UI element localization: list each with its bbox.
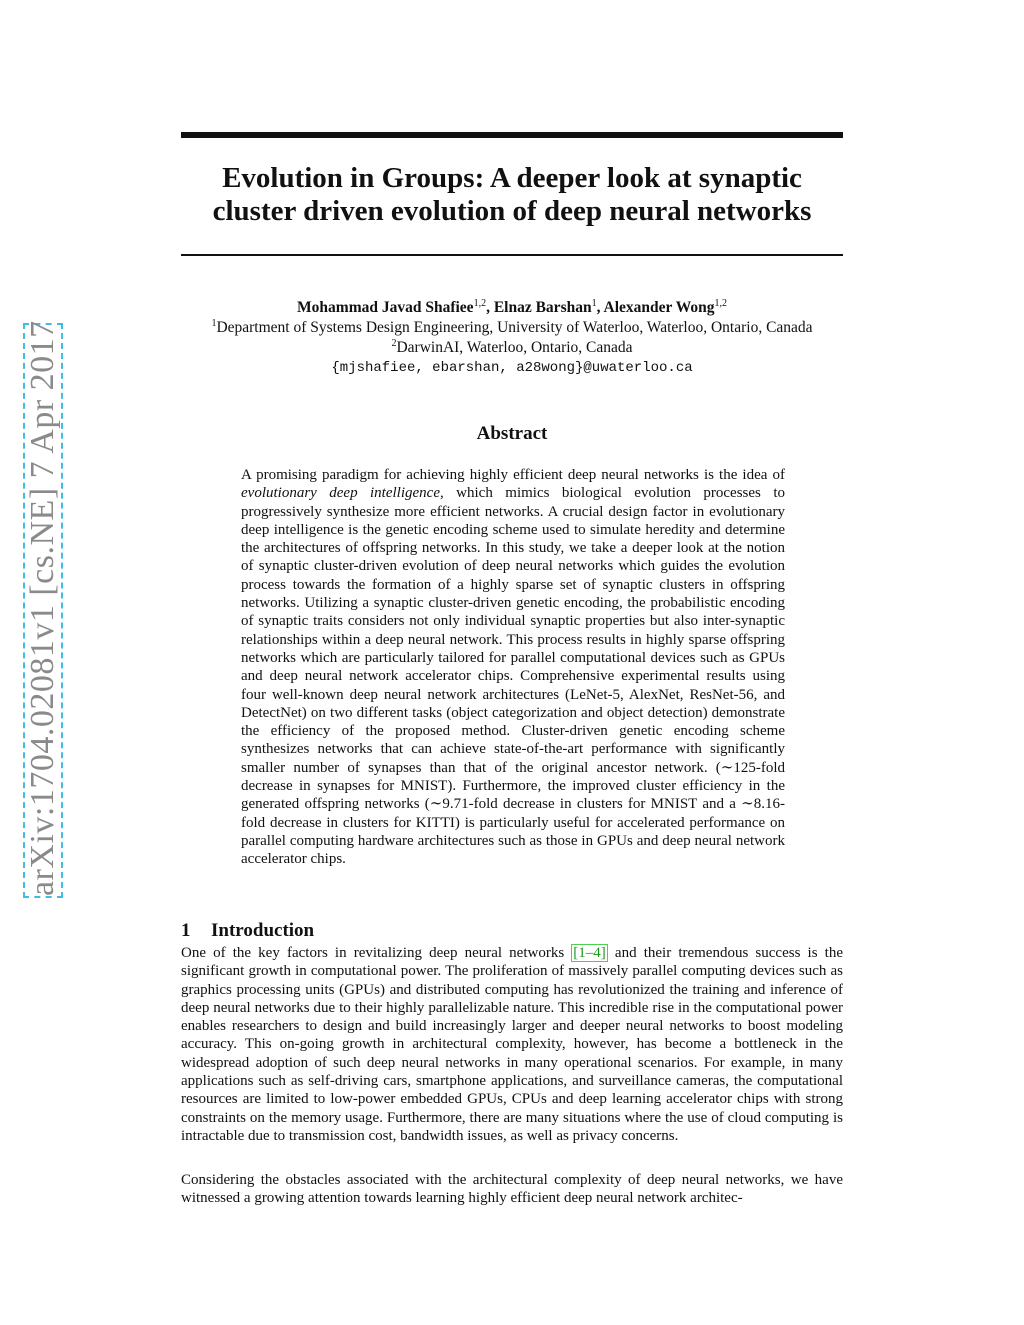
abstract-text-start: A promising paradigm for achieving highly efficient deep neural networks is the idea of <box>241 467 785 483</box>
affiliation-text: DarwinAI, Waterloo, Ontario, Canada <box>396 339 633 356</box>
abstract-text-rest: , which mimics biological evolution processes to progressively synthesize more efficient networks. A crucial design factor in evolutionary deep intelligence is the genetic encoding scheme used to simulate heredity and determine the architectures of offspring networks. In this study, we take a deeper look at the notion of synaptic cluster-driven evolution of deep neural networks which guides the evolution process towards the formation of a highly sparse set of synaptic clusters in offspring networks. Utilizing a synaptic cluster-driven genetic encoding, the probabilistic encoding of synaptic traits considers not only individual synaptic properties but also inter-synaptic relationships within a deep neural network. This process results in highly sparse offspring networks which are particularly tailored for parallel computational devices such as GPUs and deep neural network accelerator chips. Comprehensive experimental results using four well-known deep neural network architectures (LeNet-5, AlexNet, ResNet-56, and DetectNet) on two different tasks (object categorization and object detection) demonstrate the efficiency of the proposed method. Cluster-driven genetic encoding scheme synthesizes networks that can achieve state-of-the-art performance with significantly smaller number of synapses than that of the original ancestor network. (∼125-fold decrease in synapses for MNIST). Furthermore, the improved cluster efficiency in the generated offspring networks (∼9.71-fold decrease in clusters for MNIST and a ∼8.16-fold decrease in clusters for KITTI) is particularly useful for accelerated performance on parallel computing hardware architectures such as those in GPUs and deep neural network accelerator chips. <box>241 485 785 868</box>
paper-title <box>181 162 843 228</box>
title-bottom-rule <box>181 254 843 256</box>
affiliation-text: Department of Systems Design Engineering, University of Waterloo, Waterloo, Ontario, Canada <box>216 319 813 336</box>
author-name: Alexander Wong <box>603 299 715 316</box>
abstract-emphasis: evolutionary deep intelligence <box>241 485 440 502</box>
paragraph-text: and their tremendous success is the significant growth in computational power. The proliferation of massively parallel computing devices such as graphics processing units (GPUs) and distributed computing has revolutionized the training and inference of deep neural networks due to their highly parallelizable nature. This incredible rise in the computational power enables researchers to design and build increasingly larger and deeper neural networks to boost modeling accuracy. This on-going growth in architectural complexity, however, has become a bottleneck in the widespread adoption of such deep neural networks in many operational scenarios. For example, in many applications such as self-driving cars, smartphone applications, and surveillance cameras, the computational resources are limited to low-power embedded GPUs, CPUs and deep learning accelerator chips with strong constraints on the memory usage. Furthermore, there are many situations where the use of cloud computing is intractable due to transmission cost, bandwidth issues, as well as privacy concerns. <box>181 945 843 1144</box>
section-title: Introduction <box>211 920 315 941</box>
title-top-rule <box>181 132 843 138</box>
author-name: Elnaz Barshan <box>493 299 592 316</box>
author-name: Mohammad Javad Shafiee <box>297 299 474 316</box>
author-emails: {mjshafiee, ebarshan, a28wong}@uwaterloo.ca <box>331 360 693 376</box>
affiliation-2 <box>120 338 904 358</box>
author-affiliation-mark: 1,2 <box>714 298 727 309</box>
affiliation-mark: 2 <box>391 338 397 349</box>
author-affiliation-mark: 1,2 <box>473 298 487 309</box>
author-affiliation-mark: 1 <box>591 298 597 309</box>
intro-paragraph-2: Considering the obstacles associated with the architectural complexity of deep neural networks, we have witnessed a growing attention towards learning highly efficient deep neural network architec- <box>181 1172 843 1207</box>
abstract-heading: Abstract <box>476 423 548 444</box>
author-names: Mohammad Javad Shafiee$^{1,2}$, Elnaz Barshan$^1$, Alexander Wong$^{1,2}$ <box>297 298 727 316</box>
citation-link[interactable]: [1–4] <box>573 945 606 961</box>
abstract-body <box>241 466 785 869</box>
paragraph-text: One of the key factors in revitalizing deep neural networks <box>181 945 572 961</box>
author-block <box>120 298 904 378</box>
section-heading-introduction <box>181 920 314 942</box>
title-line-1: Evolution in Groups: A deeper look at synaptic <box>222 162 802 194</box>
affiliation-mark: 1 <box>211 318 217 329</box>
affiliation-1 <box>120 318 904 338</box>
title-line-2: cluster driven evolution of deep neural networks <box>212 195 812 227</box>
arxiv-identifier-stamp[interactable]: arXiv:1704.02081v1 [cs.NE] 7 Apr 2017 <box>24 320 61 896</box>
intro-paragraph-1 <box>181 944 843 1145</box>
section-number: 1 <box>181 920 191 941</box>
